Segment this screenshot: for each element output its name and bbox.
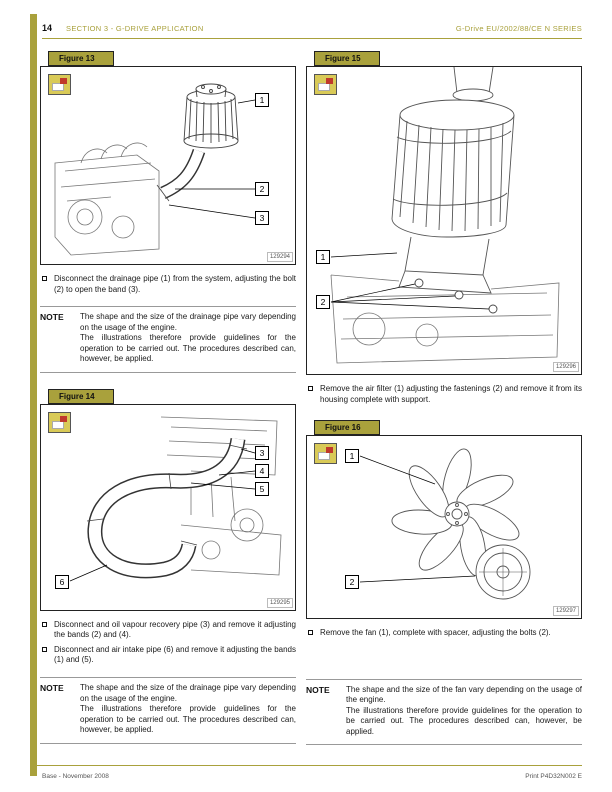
note-block [40, 677, 296, 744]
figure-13-ref: 129294 [267, 252, 293, 262]
footer-print-code: Print P4D32N002 E [525, 773, 582, 780]
callout-2: 2 [316, 295, 330, 309]
page-footer [42, 773, 582, 780]
figure-14-drawing [41, 405, 295, 610]
page-number: 14 [42, 23, 53, 33]
engine-glyph-accent [60, 78, 67, 84]
engine-glyph [318, 83, 330, 91]
left-column [40, 48, 296, 744]
engine-warning-icon [48, 412, 71, 433]
figure-15-ref: 129296 [553, 362, 579, 372]
callout-1: 1 [345, 449, 359, 463]
figure-14 [40, 386, 296, 611]
note-label: NOTE [306, 684, 330, 695]
instruction-text: Disconnect the drainage pipe (1) from the system, adjusting the bolt (2) to open the band (3). [54, 274, 296, 294]
figure-13 [40, 48, 296, 265]
engine-glyph-accent [326, 447, 333, 453]
note-block [306, 679, 582, 746]
note-text [346, 685, 582, 738]
bullet-square-icon [42, 622, 47, 627]
figure-15 [306, 48, 582, 375]
figure-13-label: Figure 13 [48, 51, 114, 66]
figure-13-box [40, 66, 296, 265]
instruction-text: Disconnect and air intake pipe (6) and remove it adjusting the bands (1) and (5). [54, 644, 296, 665]
engine-glyph-accent [326, 78, 333, 84]
callout-2: 2 [345, 575, 359, 589]
note-paragraph: The illustrations therefore provide guidelines for the operation to be carried out. The procedures described can, however, be applied. [80, 704, 296, 735]
note-paragraph: The shape and the size of the drainage pipe vary depending on the usage of the engine. [80, 312, 296, 332]
callout-1: 1 [255, 93, 269, 107]
callout-3: 3 [255, 446, 269, 460]
engine-warning-icon [314, 74, 337, 95]
instruction-item [40, 620, 296, 641]
callout-4: 4 [255, 464, 269, 478]
note-paragraph: The shape and the size of the fan vary depending on the usage of the engine. [346, 684, 582, 705]
callout-1: 1 [316, 250, 330, 264]
instruction-item [40, 274, 296, 295]
instruction-item [306, 628, 582, 639]
note-paragraph: The illustrations therefore provide guidelines for the operation to be carried out. The procedures described can, however, be applied. [80, 333, 296, 364]
figure-15-box [306, 66, 582, 375]
note-text [80, 312, 296, 365]
figure-14-ref: 129295 [267, 598, 293, 608]
instruction-text: Remove the air filter (1) adjusting the fastenings (2) and remove it from its housing complete with support. [320, 384, 582, 404]
callout-3: 3 [255, 211, 269, 225]
bullet-square-icon [308, 386, 313, 391]
callout-6: 6 [55, 575, 69, 589]
series-title: G-Drive EU/2002/88/CE N SERIES [455, 24, 582, 33]
note-text [80, 683, 296, 736]
figure-16-box [306, 435, 582, 619]
figure-15-drawing [307, 67, 581, 374]
engine-glyph [318, 452, 330, 460]
figure-14-label: Figure 14 [48, 389, 114, 404]
footer-edition: Base - November 2008 [42, 773, 109, 780]
figure-16 [306, 417, 582, 619]
engine-glyph-accent [60, 416, 67, 422]
engine-glyph [52, 83, 64, 91]
right-column [306, 48, 582, 745]
bullet-square-icon [42, 647, 47, 652]
figure-16-drawing [307, 436, 581, 618]
figure-16-ref: 129297 [553, 606, 579, 616]
figure-16-label: Figure 16 [314, 420, 380, 435]
note-paragraph: The illustrations therefore provide guidelines for the operation to be carried out. The procedures described can, however, be applied. [346, 705, 582, 736]
header-rule [42, 38, 582, 39]
engine-warning-icon [48, 74, 71, 95]
callout-5: 5 [255, 482, 269, 496]
footer-rule [30, 765, 582, 766]
engine-warning-icon [314, 443, 337, 464]
engine-glyph [52, 421, 64, 429]
instruction-text: Remove the fan (1), complete with spacer, adjusting the bolts (2). [320, 628, 551, 638]
bullet-square-icon [42, 276, 47, 281]
instruction-text: Disconnect and oil vapour recovery pipe (3) and remove it adjusting the bands (2) and (4). [54, 619, 296, 640]
page-header [42, 23, 582, 33]
page-edge-bar [30, 14, 37, 776]
figure-14-box [40, 404, 296, 611]
instruction-item [40, 645, 296, 666]
note-label: NOTE [40, 312, 64, 323]
instruction-item [306, 384, 582, 405]
note-block [40, 306, 296, 373]
note-label: NOTE [40, 683, 64, 694]
callout-2: 2 [255, 182, 269, 196]
bullet-square-icon [308, 630, 313, 635]
note-paragraph: The shape and the size of the drainage pipe vary depending on the usage of the engine. [80, 683, 296, 703]
figure-15-label: Figure 15 [314, 51, 380, 66]
section-title: SECTION 3 - G-DRIVE APPLICATION [66, 24, 204, 33]
